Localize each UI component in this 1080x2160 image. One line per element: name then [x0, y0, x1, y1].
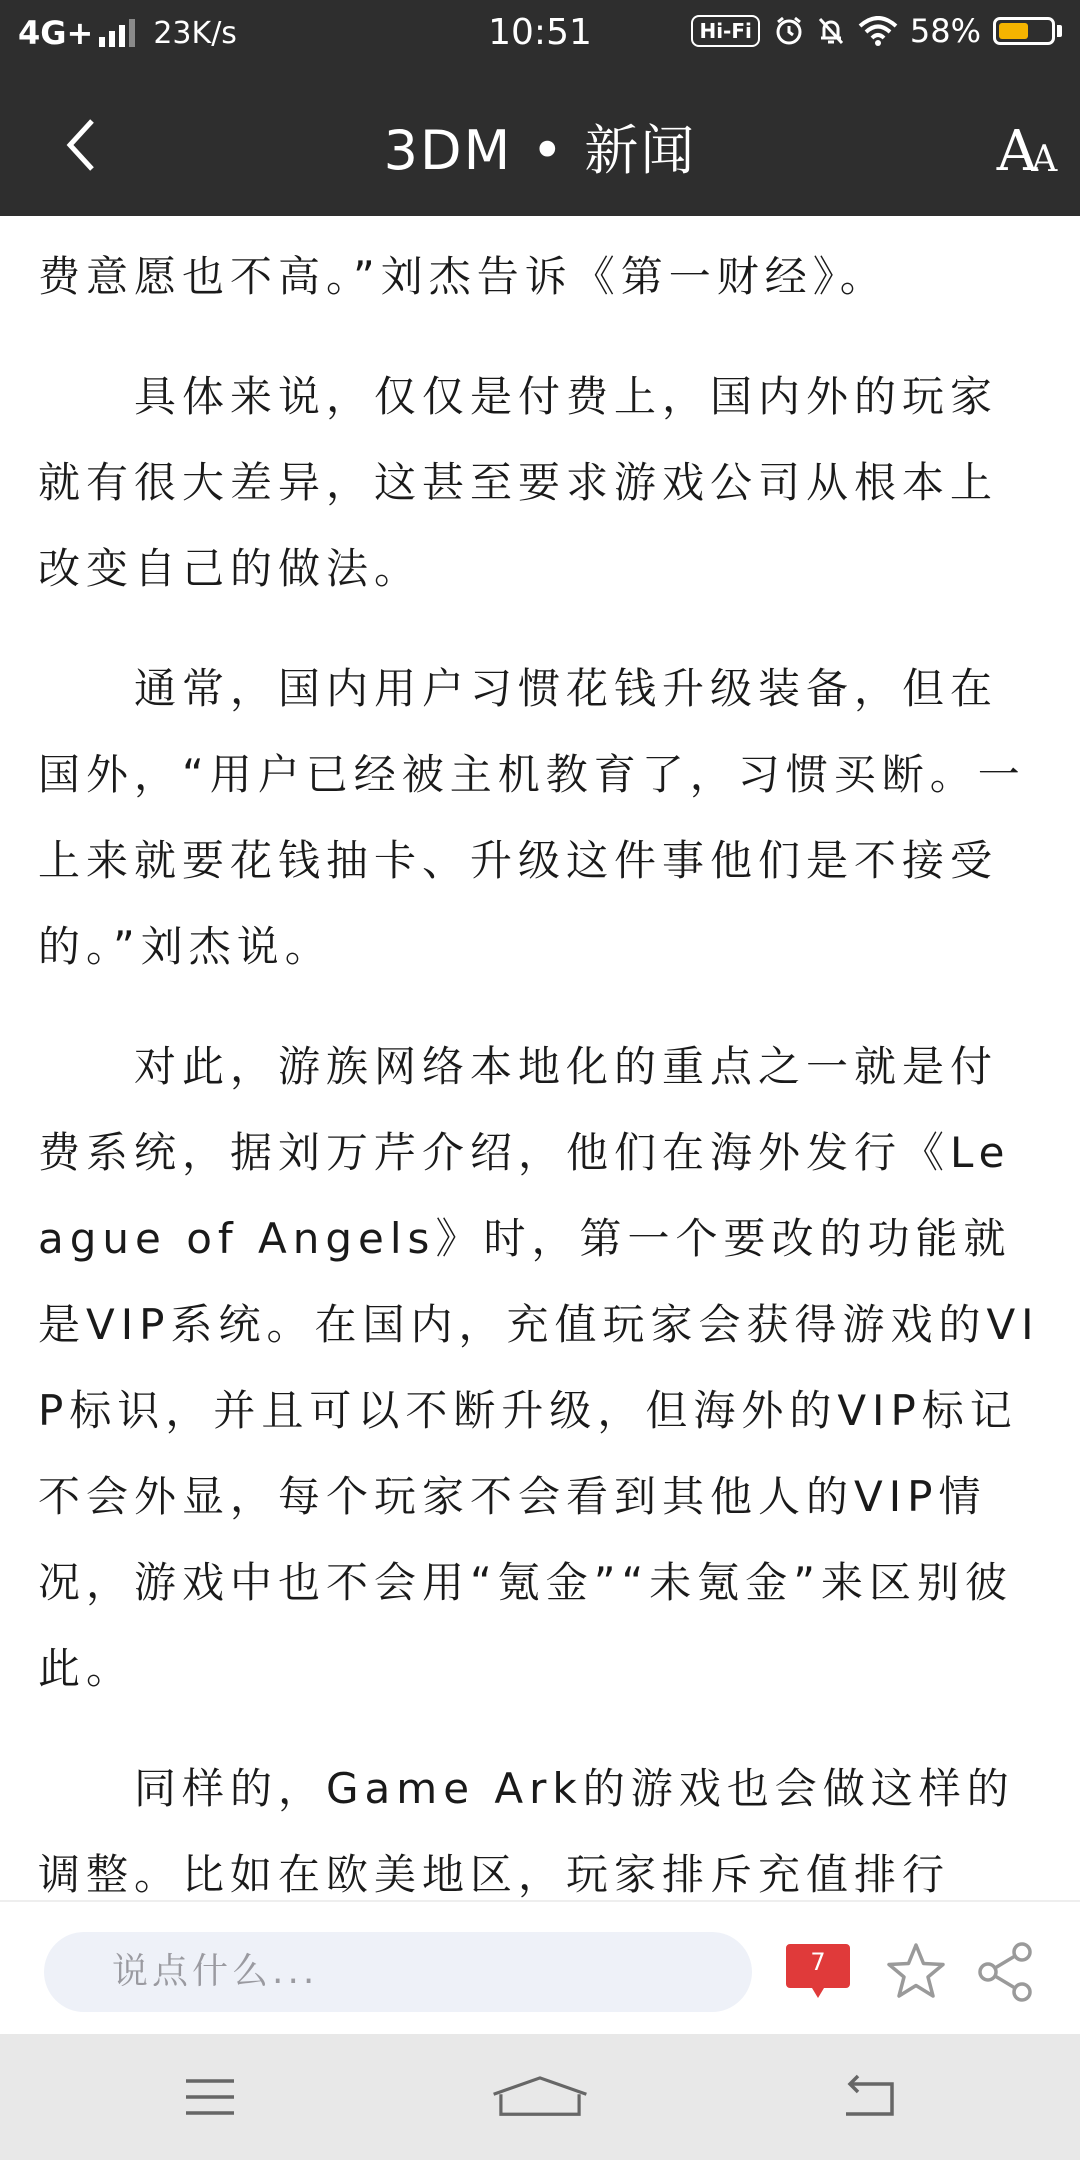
status-bar [0, 0, 1080, 70]
page-title: 3DM • 新闻 [383, 119, 697, 182]
status-right [691, 12, 1062, 50]
home-icon [490, 2072, 590, 2122]
article-paragraph: 具体来说，仅仅是付费上，国内外的玩家就有很大差异，这甚至要求游戏公司从根本上改变自己的做法。 [38, 372, 999, 593]
star-icon [884, 1940, 948, 2004]
share-button[interactable] [974, 1940, 1038, 2004]
network-type: 4G+ [18, 14, 94, 52]
article-body[interactable] [0, 216, 1080, 1900]
menu-icon [182, 2075, 238, 2119]
font-size-button[interactable] [992, 110, 1062, 184]
font-size-icon: A [996, 119, 1038, 184]
title-bar [0, 70, 1080, 216]
font-size-icon-small: A [1031, 139, 1058, 180]
battery-icon [993, 17, 1062, 45]
article-paragraph: 同样的，Game Ark的游戏也会做这样的调整。比如在欧美地区，玩家排斥充值排行 [38, 1764, 1015, 1899]
clock: 10:51 [488, 12, 592, 53]
menu-button[interactable] [160, 2064, 260, 2130]
comment-count: 7 [810, 1948, 826, 1976]
network-speed: 23K/s [153, 15, 237, 51]
comment-bar [0, 1900, 1080, 2036]
battery-fill [999, 23, 1028, 39]
article-paragraph: 费意愿也不高。”刘杰告诉《第一财经》。 [38, 252, 888, 301]
battery-percent: 58% [909, 12, 981, 50]
wifi-icon [858, 16, 898, 46]
alarm-icon [774, 16, 804, 46]
return-button[interactable] [820, 2064, 920, 2130]
home-button[interactable] [490, 2064, 590, 2130]
mute-bell-icon [816, 16, 846, 46]
navigation-bar [0, 2034, 1080, 2160]
comment-input[interactable]: 说点什么... [44, 1932, 752, 2012]
return-icon [840, 2072, 900, 2122]
favorite-button[interactable] [884, 1940, 948, 2004]
comment-count-button[interactable] [784, 1942, 852, 2002]
share-icon [974, 1940, 1038, 2004]
article-paragraph: 对此，游族网络本地化的重点之一就是付费系统，据刘万芹介绍，他们在海外发行《League of Angels》时，第一个要改的功能就是VIP系统。在国内，充值玩家会获得游戏的VIP标识，并且可以不断升级，但海外的VIP标记不会外显，每个玩家不会看到其他人的VIP情况，游戏中也不会用“氪金”“未氪金”来区别彼此。 [38, 1042, 1040, 1693]
article-paragraph: 通常，国内用户习惯花钱升级装备，但在国外，“用户已经被主机教育了，习惯买断。一上来就要花钱抽卡、升级这件事他们是不接受的。”刘杰说。 [38, 664, 1026, 971]
hifi-badge: Hi-Fi [691, 15, 759, 47]
